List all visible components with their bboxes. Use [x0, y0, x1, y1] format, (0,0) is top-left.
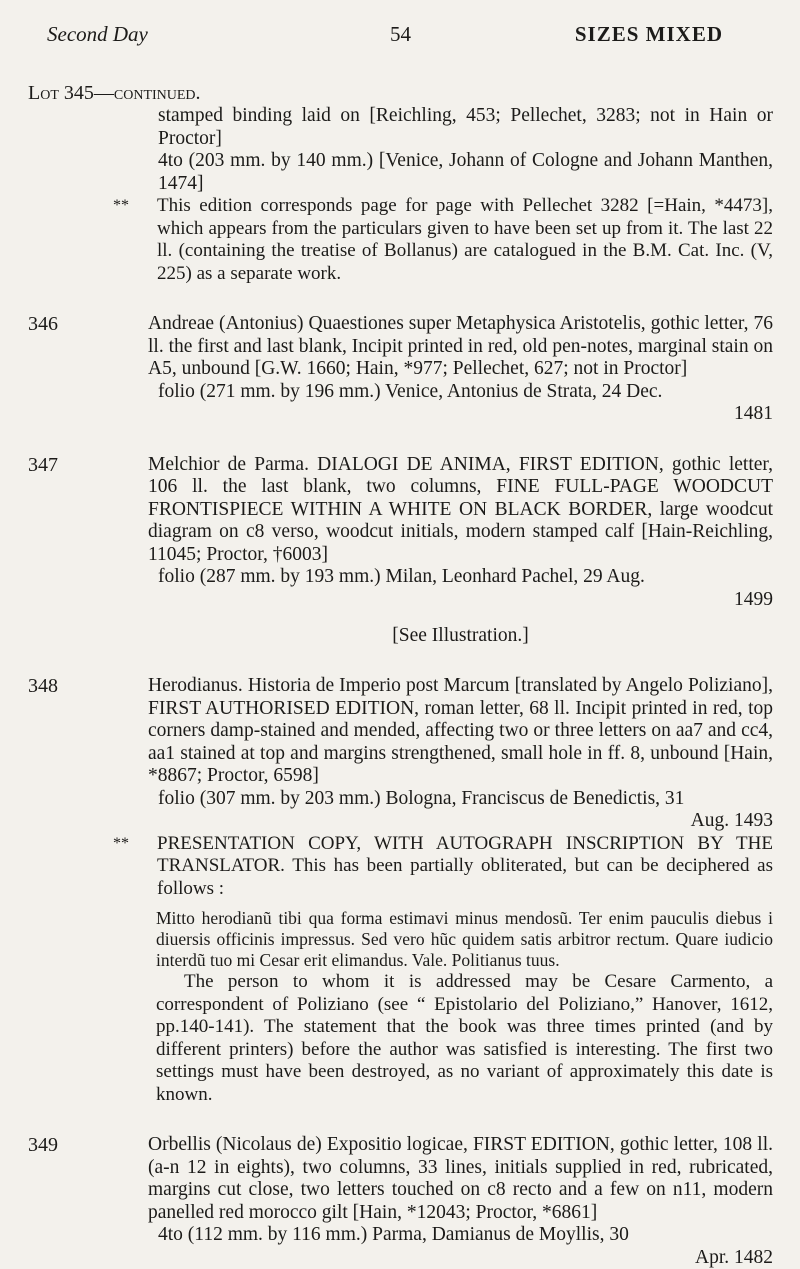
- lot-348-date: Aug. 1493: [148, 810, 773, 833]
- lot-number: 346: [28, 313, 78, 336]
- see-illustration: [See Illustration.]: [148, 625, 773, 647]
- catalogue-entries: [28, 82, 773, 1269]
- lot-346-imprint: folio (271 mm. by 196 mm.) Venice, Antonius de Strata, 24 Dec.: [158, 381, 773, 404]
- lot-349-date: Apr. 1482: [148, 1247, 773, 1269]
- lot-348-text: Herodianus. Historia de Imperio post Marcum [translated by Angelo Poliziano], FIRST AUTHORISED EDITION, roman letter, 68 ll. Incipit printed in red, top corners damp-stained and mended, affecting two or three letters on aa7 and cc4, aa1 stained at top and margins strengthened, small hole in ff. 8, unbound [Hain, *8867; Proctor, 6598]: [148, 675, 773, 788]
- page-number: 54: [390, 22, 411, 47]
- lot-345-heading: Lot 345—continued.: [28, 82, 773, 105]
- lot-345-imprint: 4to (203 mm. by 140 mm.) [Venice, Johann of Cologne and Johann Manthen, 1474]: [158, 150, 773, 195]
- lot-347-date: 1499: [148, 589, 773, 612]
- lot-349-imprint: 4to (112 mm. by 116 mm.) Parma, Damianus de Moyllis, 30: [158, 1224, 773, 1247]
- lot-345-text: stamped binding laid on [Reichling, 453; Pellechet, 3283; not in Hain or Proctor]: [158, 105, 773, 150]
- lot-346-date: 1481: [148, 403, 773, 426]
- lot-number: 348: [28, 675, 78, 698]
- running-head: [47, 22, 723, 54]
- lot-347-text: Melchior de Parma. DIALOGI DE ANIMA, FIRST EDITION, gothic letter, 106 ll. the last blank, two columns, FINE FULL-PAGE WOODCUT FRONTISPIECE WITHIN A WHITE ON BLACK BORDER, large woodcut diagram on c8 verso, woodcut initials, modern stamped calf [Hain-Reichling, 11045; Proctor, †6003]: [148, 454, 773, 567]
- lot-346-entry: [28, 313, 773, 426]
- note-asterisks: **: [113, 195, 129, 218]
- lot-348-imprint: folio (307 mm. by 203 mm.) Bologna, Franciscus de Benedictis, 31: [158, 788, 773, 811]
- lot-number: 349: [28, 1134, 78, 1157]
- running-head-right: SIZES MIXED: [575, 22, 723, 47]
- lot-349-entry: [28, 1134, 773, 1269]
- running-head-left: Second Day: [47, 22, 148, 47]
- note-asterisks: **: [113, 833, 129, 856]
- lot-347-imprint: folio (287 mm. by 193 mm.) Milan, Leonhard Pachel, 29 Aug.: [158, 566, 773, 589]
- lot-349-text: Orbellis (Nicolaus de) Expositio logicae, FIRST EDITION, gothic letter, 108 ll. (a-n 12 in eights), two columns, 33 lines, initials supplied in red, rubricated, margins cut close, two letters touched on c8 recto and a few on n11, modern panelled red morocco gilt [Hain, *12043; Proctor, *6861]: [148, 1134, 773, 1224]
- lot-345-entry: [28, 82, 773, 285]
- lot-348-inscription: Mitto herodianũ tibi qua forma estimavi minus mendosũ. Ter enim pauculis diebus i diuersis officinis impressus. Sed vero hũc quidem satis arbitror rectum. Quare iudicio interdũ tuo mi Cesar erit elimandus. Vale. Politianus tuus.: [156, 908, 773, 971]
- lot-346-text: Andreae (Antonius) Quaestiones super Metaphysica Aristotelis, gothic letter, 76 ll. the first and last blank, Incipit printed in red, old pen-notes, marginal stain on A5, unbound [G.W. 1660; Hain, *977; Pellechet, 627; not in Proctor]: [148, 313, 773, 381]
- lot-345-note-text: This edition corresponds page for page with Pellechet 3282 [=Hain, *4473], which appears from the particulars given to have been set up from it. The last 22 ll. (containing the treatise of Bollanus) are catalogued in the B.M. Cat. Inc. (V, 225) as a separate work.: [157, 195, 773, 285]
- lot-347-entry: [28, 454, 773, 648]
- lot-348-commentary: The person to whom it is addressed may be Cesare Carmento, a correspondent of Poliziano (see “ Epistolario del Poliziano,” Hanover, 1612, pp.140-141). The statement that the book was three times printed (and by different printers) before the author was satisfied is interesting. The first two settings must have been destroyed, as no variant of approximately this date is known.: [156, 971, 773, 1106]
- lot-348-note: [113, 833, 773, 901]
- lot-348-note-text: PRESENTATION COPY, WITH AUTOGRAPH INSCRIPTION BY THE TRANSLATOR. This has been partially obliterated, but can be deciphered as follows :: [157, 833, 773, 901]
- lot-345-note: [113, 195, 773, 285]
- lot-number: 347: [28, 454, 78, 477]
- lot-348-entry: [28, 675, 773, 1106]
